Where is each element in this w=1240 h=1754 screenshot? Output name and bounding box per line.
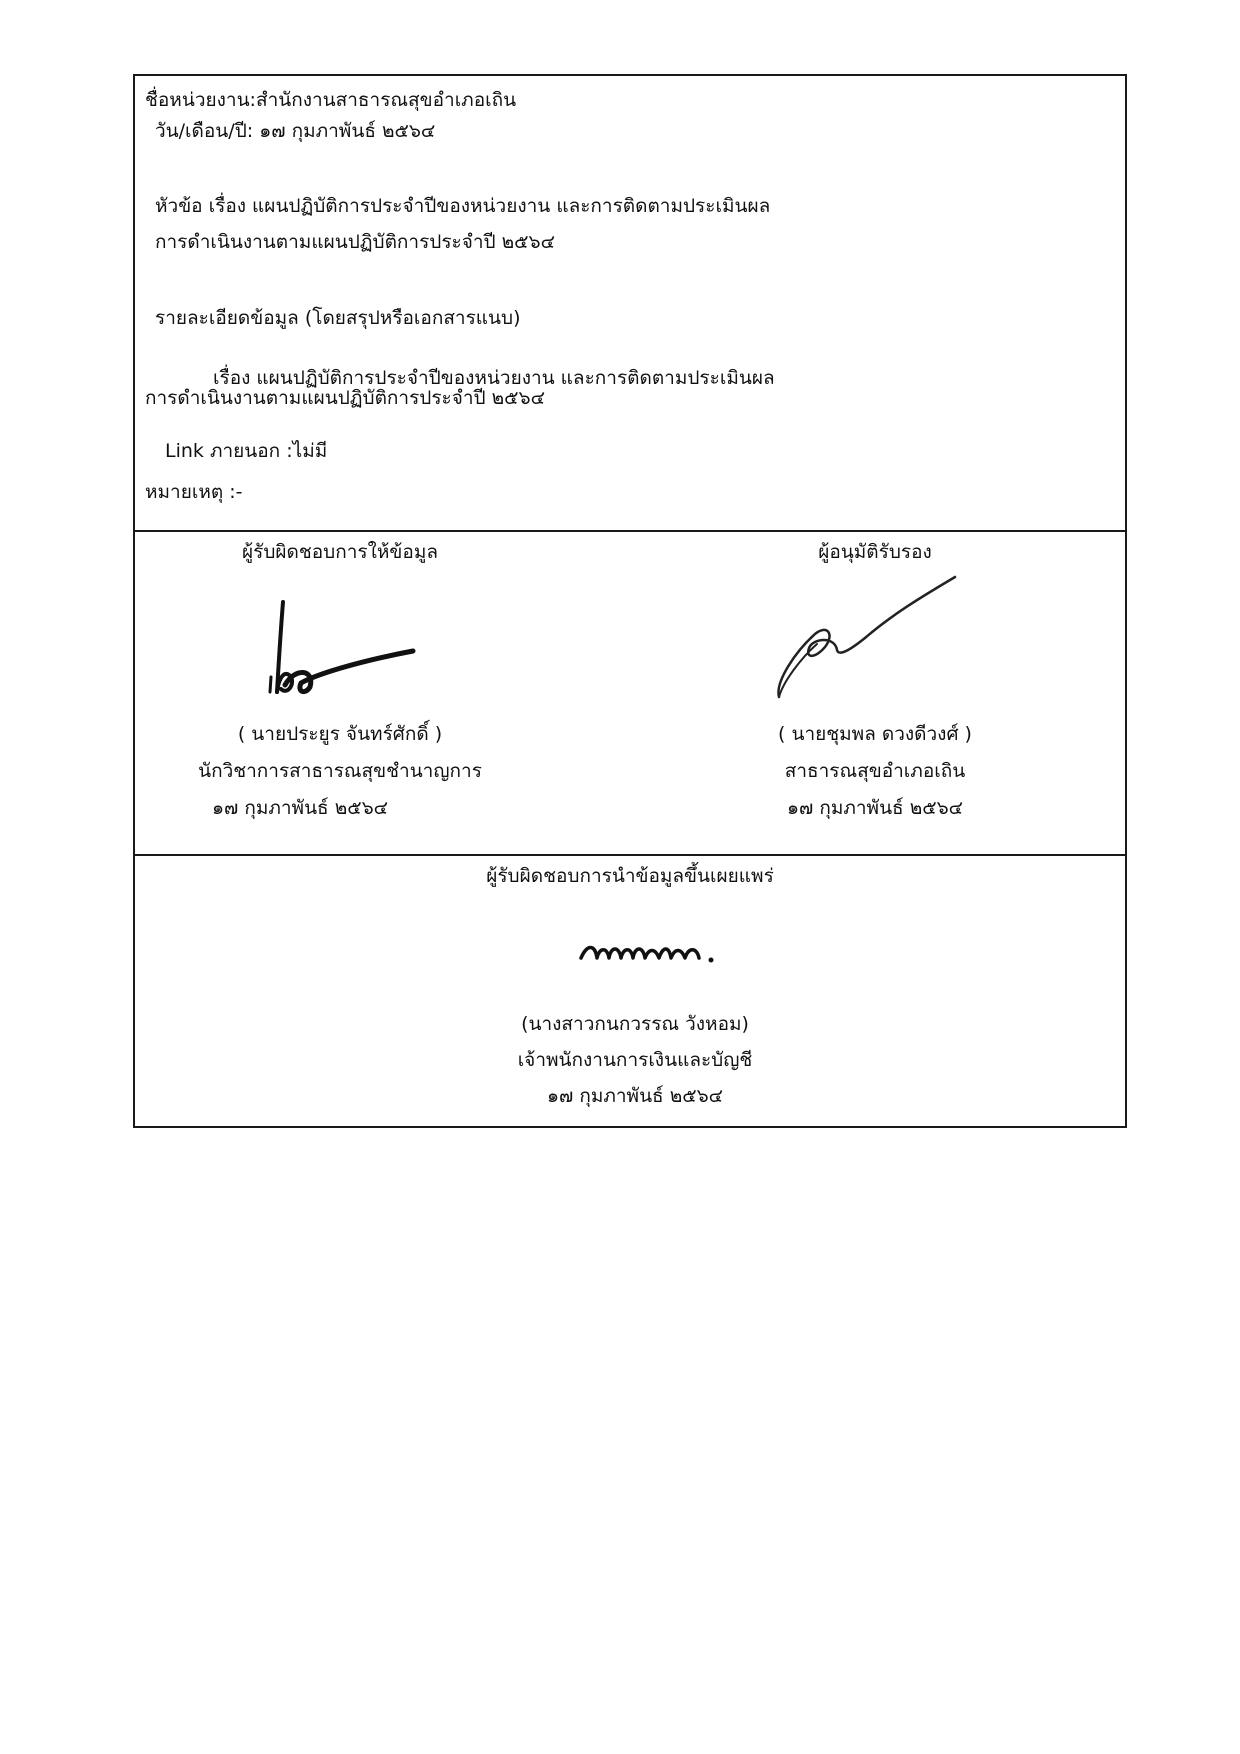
date-row	[155, 119, 435, 143]
provider-signature	[255, 597, 455, 707]
disclosure-form	[133, 74, 1127, 1128]
publisher-signature	[575, 928, 735, 978]
link-label: Link ภายนอก	[165, 440, 281, 462]
publisher-section	[135, 856, 1125, 1126]
agency-label: ชื่อหน่วยงาน:	[145, 89, 256, 111]
details-heading: รายละเอียดข้อมูล (โดยสรุปหรือเอกสารแนบ)	[155, 307, 521, 329]
provider-role: ผู้รับผิดชอบการให้ข้อมูล	[242, 541, 438, 563]
provider-date: ๑๗ กุมภาพันธ์ ๒๕๖๔	[211, 797, 389, 819]
approver-role: ผู้อนุมัติรับรอง	[818, 541, 932, 563]
link-value: :ไม่มี	[286, 440, 328, 462]
provider-name: ( นายประยูร จันทร์ศักดิ์ )	[237, 723, 443, 745]
date-label: วัน/เดือน/ปี:	[155, 120, 254, 142]
approver-signature	[765, 572, 965, 702]
publisher-role: ผู้รับผิดชอบการนำข้อมูลขึ้นเผยแพร่	[486, 865, 774, 887]
agency-name: สำนักงานสาธารณสุขอำเภอเถิน	[255, 89, 517, 111]
topic-line-2: การดำเนินงานตามแผนปฏิบัติการประจำปี ๒๕๖๔	[155, 231, 556, 253]
publisher-position: เจ้าพนักงานการเงินและบัญชี	[517, 1049, 753, 1071]
details-line-2: การดำเนินงานตามแผนปฏิบัติการประจำปี ๒๕๖๔	[145, 387, 546, 409]
remark-label: หมายเหตุ	[145, 481, 224, 503]
publisher-name: (นางสาวกนกวรรณ วังหอม)	[521, 1013, 749, 1035]
details-line-1: เรื่อง แผนปฏิบัติการประจำปีของหน่วยงาน และการติดตามประเมินผล	[213, 367, 775, 389]
remark-row	[145, 480, 243, 504]
approver-position: สาธารณสุขอำเภอเถิน	[784, 760, 966, 782]
date-value: ๑๗ กุมภาพันธ์ ๒๕๖๔	[259, 120, 436, 142]
remark-value: :-	[229, 481, 243, 503]
signature-section	[135, 532, 1125, 856]
info-section	[135, 76, 1125, 532]
topic-line-1: หัวข้อ เรื่อง แผนปฏิบัติการประจำปีของหน่วยงาน และการติดตามประเมินผล	[155, 195, 771, 217]
provider-position: นักวิชาการสาธารณสุขชำนาญการ	[198, 760, 482, 782]
publisher-date: ๑๗ กุมภาพันธ์ ๒๕๖๔	[546, 1085, 724, 1107]
approver-name: ( นายชุมพล ดวงดีวงศ์ )	[778, 723, 972, 745]
link-row	[165, 439, 327, 463]
approver-date: ๑๗ กุมภาพันธ์ ๒๕๖๔	[786, 797, 964, 819]
agency-row	[145, 88, 516, 112]
